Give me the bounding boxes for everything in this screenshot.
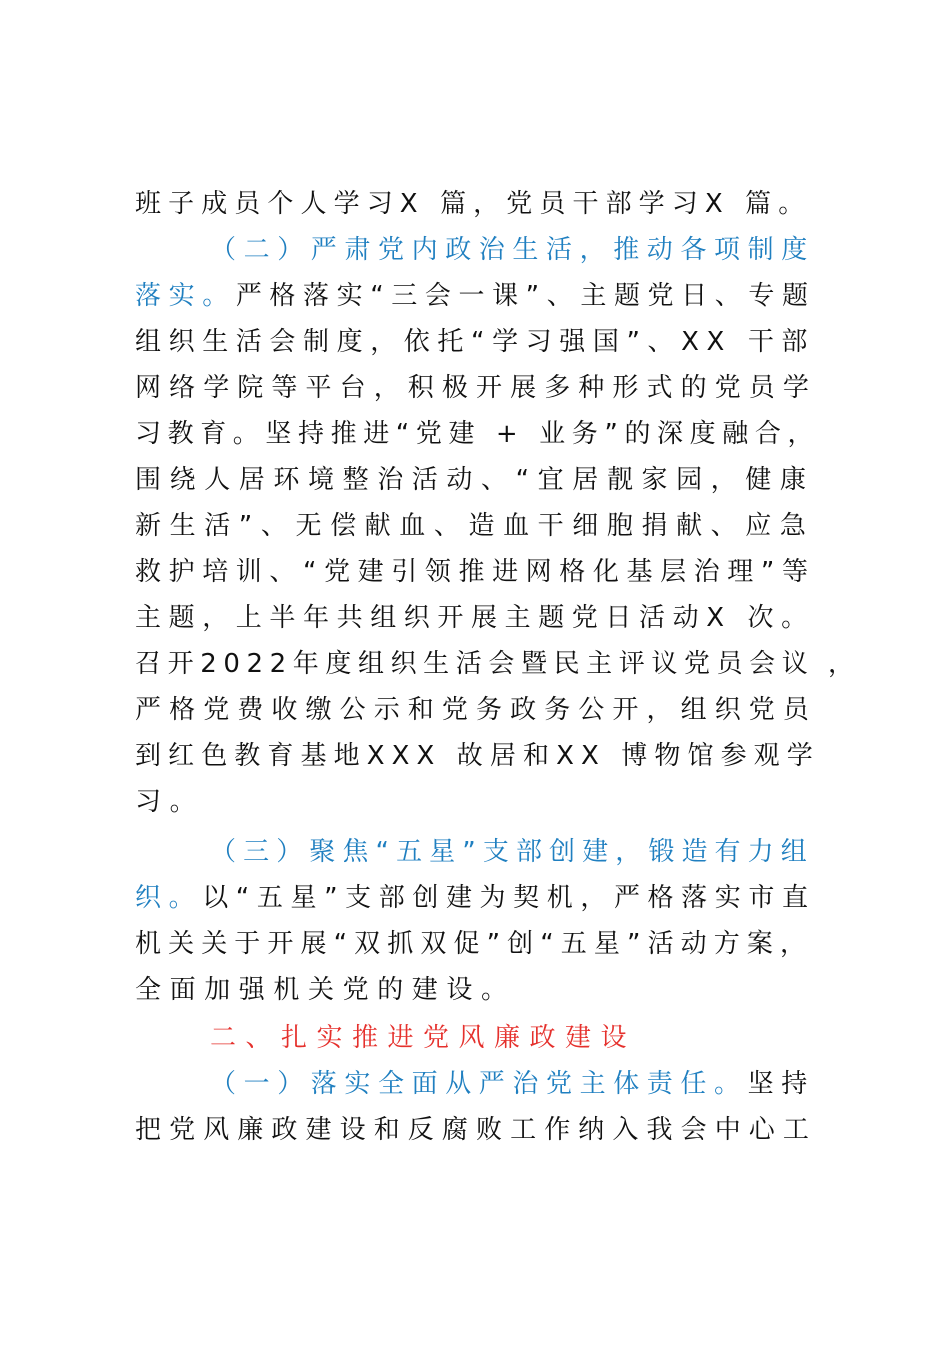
section-heading — [210, 1018, 820, 1058]
body-text: 班子成员个人学习X 篇，党员干部学习X 篇。 — [135, 189, 812, 219]
paragraph-line — [135, 460, 820, 500]
paragraph-line — [135, 970, 820, 1010]
subheading-text: （三）聚焦“五星”支部创建，锻造有力组 — [210, 837, 814, 867]
paragraph-line — [135, 552, 820, 592]
paragraph-line — [135, 644, 820, 684]
body-text: 召开2022年度组织生活会暨民主评议党员会议 — [135, 649, 815, 679]
paragraph-line — [135, 598, 820, 638]
body-text: 新生活”、无偿献血、造血干细胞捐献、应急 — [135, 511, 815, 541]
body-text: 习教育。坚持推进“党建 + 业务”的深度融合， — [135, 419, 821, 449]
body-text: 救护培训、“党建引领推进网格化基层治理”等 — [135, 557, 816, 587]
paragraph-line — [135, 878, 820, 918]
paragraph-line — [135, 368, 820, 408]
body-text: 机关关于开展“双抓双促”创“五星”活动方案， — [135, 929, 814, 959]
section-heading-text: 二、扎实推进党风廉政建设 — [210, 1023, 637, 1053]
body-text: 坚持 — [747, 1069, 815, 1099]
body-text: 组织生活会制度，依托“学习强国”、XX 干部 — [135, 327, 816, 357]
subheading-text: （二）严肃党内政治生活，推动各项制度 — [210, 235, 815, 265]
body-text: 全面加强机关党的建设。 — [135, 975, 516, 1005]
body-text: 围绕人居环境整治活动、“宜居靓家园，健康 — [135, 465, 815, 495]
body-text: 把党风廉政建设和反腐败工作纳入我会中心工 — [135, 1115, 818, 1145]
subheading-text: （一）落实全面从严治党主体责任。 — [210, 1069, 748, 1099]
paragraph-line — [135, 690, 820, 730]
body-text: 严格党费收缴公示和党务政务公开，组织党员 — [135, 695, 818, 725]
paragraph-line — [135, 506, 820, 546]
paragraph-line — [135, 782, 820, 822]
overhang-comma: ， — [828, 649, 855, 679]
paragraph-line — [135, 184, 820, 224]
subheading-2 — [210, 230, 820, 270]
body-text: 到红色教育基地XXX 故居和XX 博物馆参观学 — [135, 741, 820, 771]
body-text: 主题，上半年共组织开展主题党日活动X 次。 — [135, 603, 815, 633]
paragraph-line — [135, 322, 820, 362]
subheading-text: 落实。 — [135, 281, 236, 311]
body-text: 以“五星”支部创建为契机，严格落实市直 — [202, 883, 816, 913]
paragraph-line — [135, 736, 820, 776]
body-text: 网络学院等平台，积极开展多种形式的党员学 — [135, 373, 818, 403]
paragraph-line — [135, 924, 820, 964]
body-text: 严格落实“三会一课”、主题党日、专题 — [235, 281, 816, 311]
paragraph-line — [135, 414, 820, 454]
subheading-3 — [210, 832, 820, 872]
paragraph-line — [135, 276, 820, 316]
subheading-1 — [210, 1064, 820, 1104]
body-text: 习。 — [135, 787, 205, 817]
subheading-text: 织。 — [135, 883, 203, 913]
paragraph-line — [135, 1110, 820, 1150]
